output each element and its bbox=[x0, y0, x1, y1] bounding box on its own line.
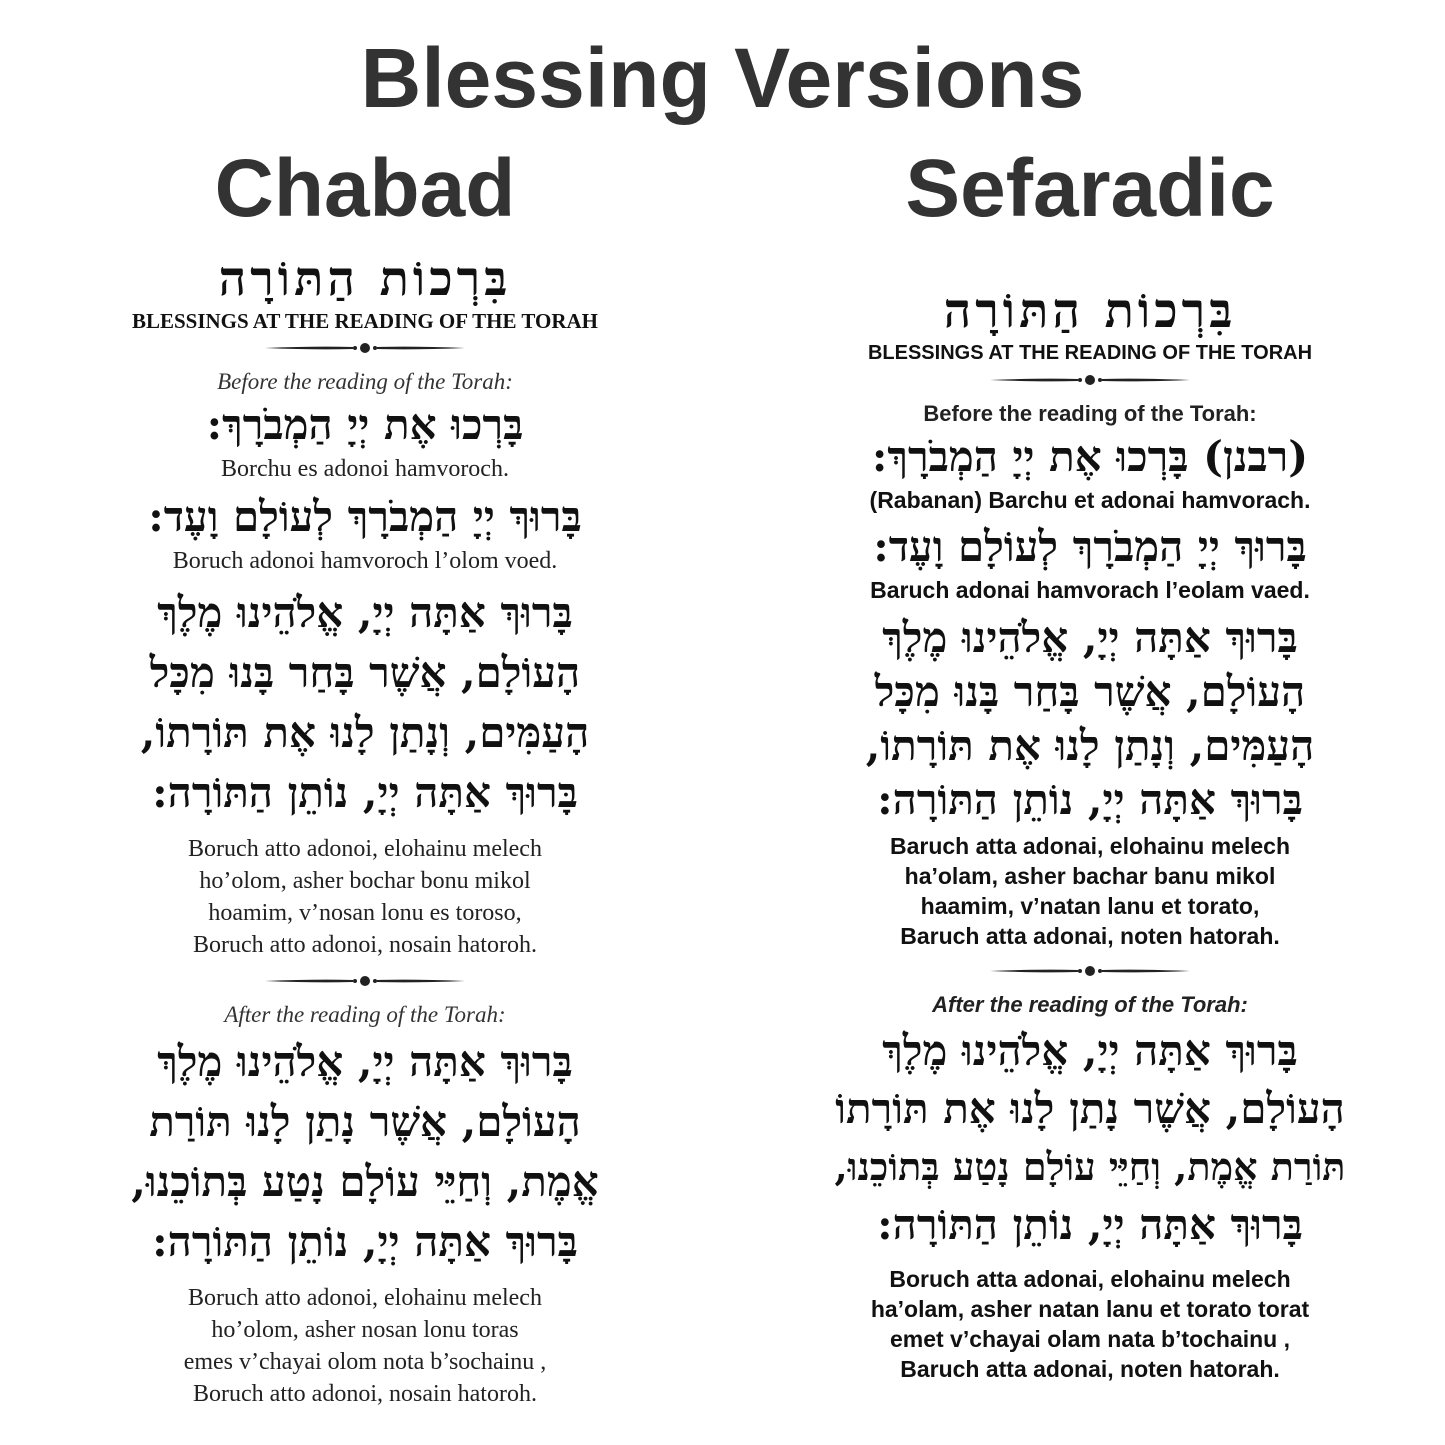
column-heading-chabad: Chabad bbox=[214, 143, 516, 234]
before-blessing-hebrew-line: הָעוֹלָם, אֲשֶׁר בָּחַר בָּנוּ מִכָּל bbox=[874, 667, 1306, 716]
barchu-hebrew: בָּרְכוּ אֶת יְיָ הַמְבֹרָךְ: bbox=[206, 400, 524, 449]
barchu-hebrew: (רבנן) בָּרְכוּ אֶת יְיָ הַמְבֹרָךְ: bbox=[871, 432, 1309, 481]
before-blessing-translit-line: Boruch atto adonoi, elohainu melech bbox=[188, 836, 542, 862]
chabad-column bbox=[85, 250, 645, 1410]
response-transliteration: Baruch adonai hamvorach l’eolam vaed. bbox=[870, 577, 1310, 603]
after-blessing-hebrew-line: הָעוֹלָם, אֲשֶׁר נָתַן לָנוּ תּוֹרַת bbox=[149, 1097, 581, 1146]
after-blessing-translit-line: Boruch atto adonoi, elohainu melech bbox=[188, 1285, 542, 1311]
ornament-divider-icon bbox=[265, 973, 465, 989]
page-title: Blessing Versions bbox=[360, 31, 1085, 125]
before-blessing-translit-line: hoamim, v’nosan lonu es toroso, bbox=[208, 900, 522, 926]
column-heading-sefaradic: Sefaradic bbox=[905, 143, 1275, 234]
before-blessing-hebrew-line: הָעוֹלָם, אֲשֶׁר בָּחַר בָּנוּ מִכָּל bbox=[149, 648, 581, 697]
before-blessing-translit-line: haamim, v’natan lanu et torato, bbox=[920, 893, 1260, 919]
before-blessing-hebrew-line: בָּרוּךְ אַתָּה יְיָ, נוֹתֵן הַתּוֹרָה: bbox=[877, 775, 1303, 824]
hebrew-title: בִּרְכוֹת הַתּוֹרָה bbox=[943, 283, 1237, 339]
after-blessing-hebrew-line: בָּרוּךְ אַתָּה יְיָ, אֱלֹהֵינוּ מֶלֶךְ bbox=[882, 1026, 1298, 1075]
response-hebrew: בָּרוּךְ יְיָ הַמְבֹרָךְ לְעוֹלָם וָעֶד: bbox=[873, 522, 1307, 571]
before-blessing-hebrew-line: הָעַמִּים, וְנָתַן לָנוּ אֶת תּוֹרָתוֹ, bbox=[140, 708, 590, 757]
ornament-divider-icon bbox=[265, 340, 465, 356]
barchu-transliteration: (Rabanan) Barchu et adonai hamvorach. bbox=[869, 487, 1311, 513]
after-blessing-hebrew-line: בָּרוּךְ אַתָּה יְיָ, נוֹתֵן הַתּוֹרָה: bbox=[152, 1217, 578, 1266]
barchu-transliteration: Borchu es adonoi hamvoroch. bbox=[221, 456, 509, 482]
after-blessing-hebrew-line: תּוֹרַת אֱמֶת, וְחַיֵּי עוֹלָם נָטַע בְּתוֹכֵנוּ, bbox=[834, 1144, 1346, 1189]
after-blessing-hebrew-line: הָעוֹלָם, אֲשֶׁר נָתַן לָנוּ אֶת תּוֹרָתוֹ bbox=[835, 1084, 1345, 1133]
before-blessing-translit-line: Baruch atta adonai, elohainu melech bbox=[889, 833, 1291, 859]
after-reading-label: After the reading of the Torah: bbox=[932, 992, 1248, 1017]
sefaradic-column bbox=[770, 282, 1410, 1384]
subtitle: BLESSINGS AT THE READING OF THE TORAH bbox=[867, 342, 1313, 364]
before-reading-label: Before the reading of the Torah: bbox=[217, 369, 513, 394]
before-blessing-hebrew-line: בָּרוּךְ אַתָּה יְיָ, אֱלֹהֵינוּ מֶלֶךְ bbox=[157, 588, 573, 637]
before-blessing-hebrew-line: בָּרוּךְ אַתָּה יְיָ, נוֹתֵן הַתּוֹרָה: bbox=[152, 768, 578, 817]
after-reading-label: After the reading of the Torah: bbox=[224, 1002, 506, 1027]
after-blessing-hebrew-line: בָּרוּךְ אַתָּה יְיָ, אֱלֹהֵינוּ מֶלֶךְ bbox=[157, 1037, 573, 1086]
before-blessing-hebrew-line: הָעַמִּים, וְנָתַן לָנוּ אֶת תּוֹרָתוֹ, bbox=[865, 721, 1315, 770]
after-blessing-translit-line: Boruch atto adonoi, nosain hatoroh. bbox=[193, 1381, 537, 1407]
after-blessing-hebrew-line: אֱמֶת, וְחַיֵּי עוֹלָם נָטַע בְּתוֹכֵנוּ, bbox=[131, 1157, 599, 1206]
response-transliteration: Boruch adonoi hamvoroch l’olom voed. bbox=[172, 548, 558, 574]
subtitle: BLESSINGS AT THE READING OF THE TORAH bbox=[131, 309, 599, 333]
before-blessing-translit-line: Boruch atto adonoi, nosain hatoroh. bbox=[193, 932, 537, 958]
after-blessing-translit-line: ha’olam, asher natan lanu et torato torat bbox=[870, 1296, 1310, 1322]
hebrew-title: בִּרְכוֹת הַתּוֹרָה bbox=[218, 251, 512, 307]
ornament-divider-icon bbox=[990, 372, 1190, 388]
response-hebrew: בָּרוּךְ יְיָ הַמְבֹרָךְ לְעוֹלָם וָעֶד: bbox=[148, 492, 582, 541]
after-blessing-hebrew-line: בָּרוּךְ אַתָּה יְיָ, נוֹתֵן הַתּוֹרָה: bbox=[877, 1200, 1303, 1249]
before-blessing-translit-line: ho’olom, asher bochar bonu mikol bbox=[199, 868, 531, 894]
before-blessing-translit-line: Baruch atta adonai, noten hatorah. bbox=[900, 923, 1280, 949]
ornament-divider-icon bbox=[990, 963, 1190, 979]
after-blessing-translit-line: Boruch atta adonai, elohainu melech bbox=[889, 1266, 1291, 1292]
after-blessing-translit-line: emet v’chayai olam nata b’tochainu , bbox=[889, 1326, 1291, 1352]
before-blessing-hebrew-line: בָּרוּךְ אַתָּה יְיָ, אֱלֹהֵינוּ מֶלֶךְ bbox=[882, 613, 1298, 662]
after-blessing-translit-line: ho’olom, asher nosan lonu toras bbox=[211, 1317, 519, 1343]
after-blessing-translit-line: Baruch atta adonai, noten hatorah. bbox=[900, 1356, 1280, 1382]
before-blessing-translit-line: ha’olam, asher bachar banu mikol bbox=[904, 863, 1276, 889]
before-reading-label: Before the reading of the Torah: bbox=[923, 401, 1257, 426]
after-blessing-translit-line: emes v’chayai olom nota b’sochainu , bbox=[183, 1349, 547, 1375]
